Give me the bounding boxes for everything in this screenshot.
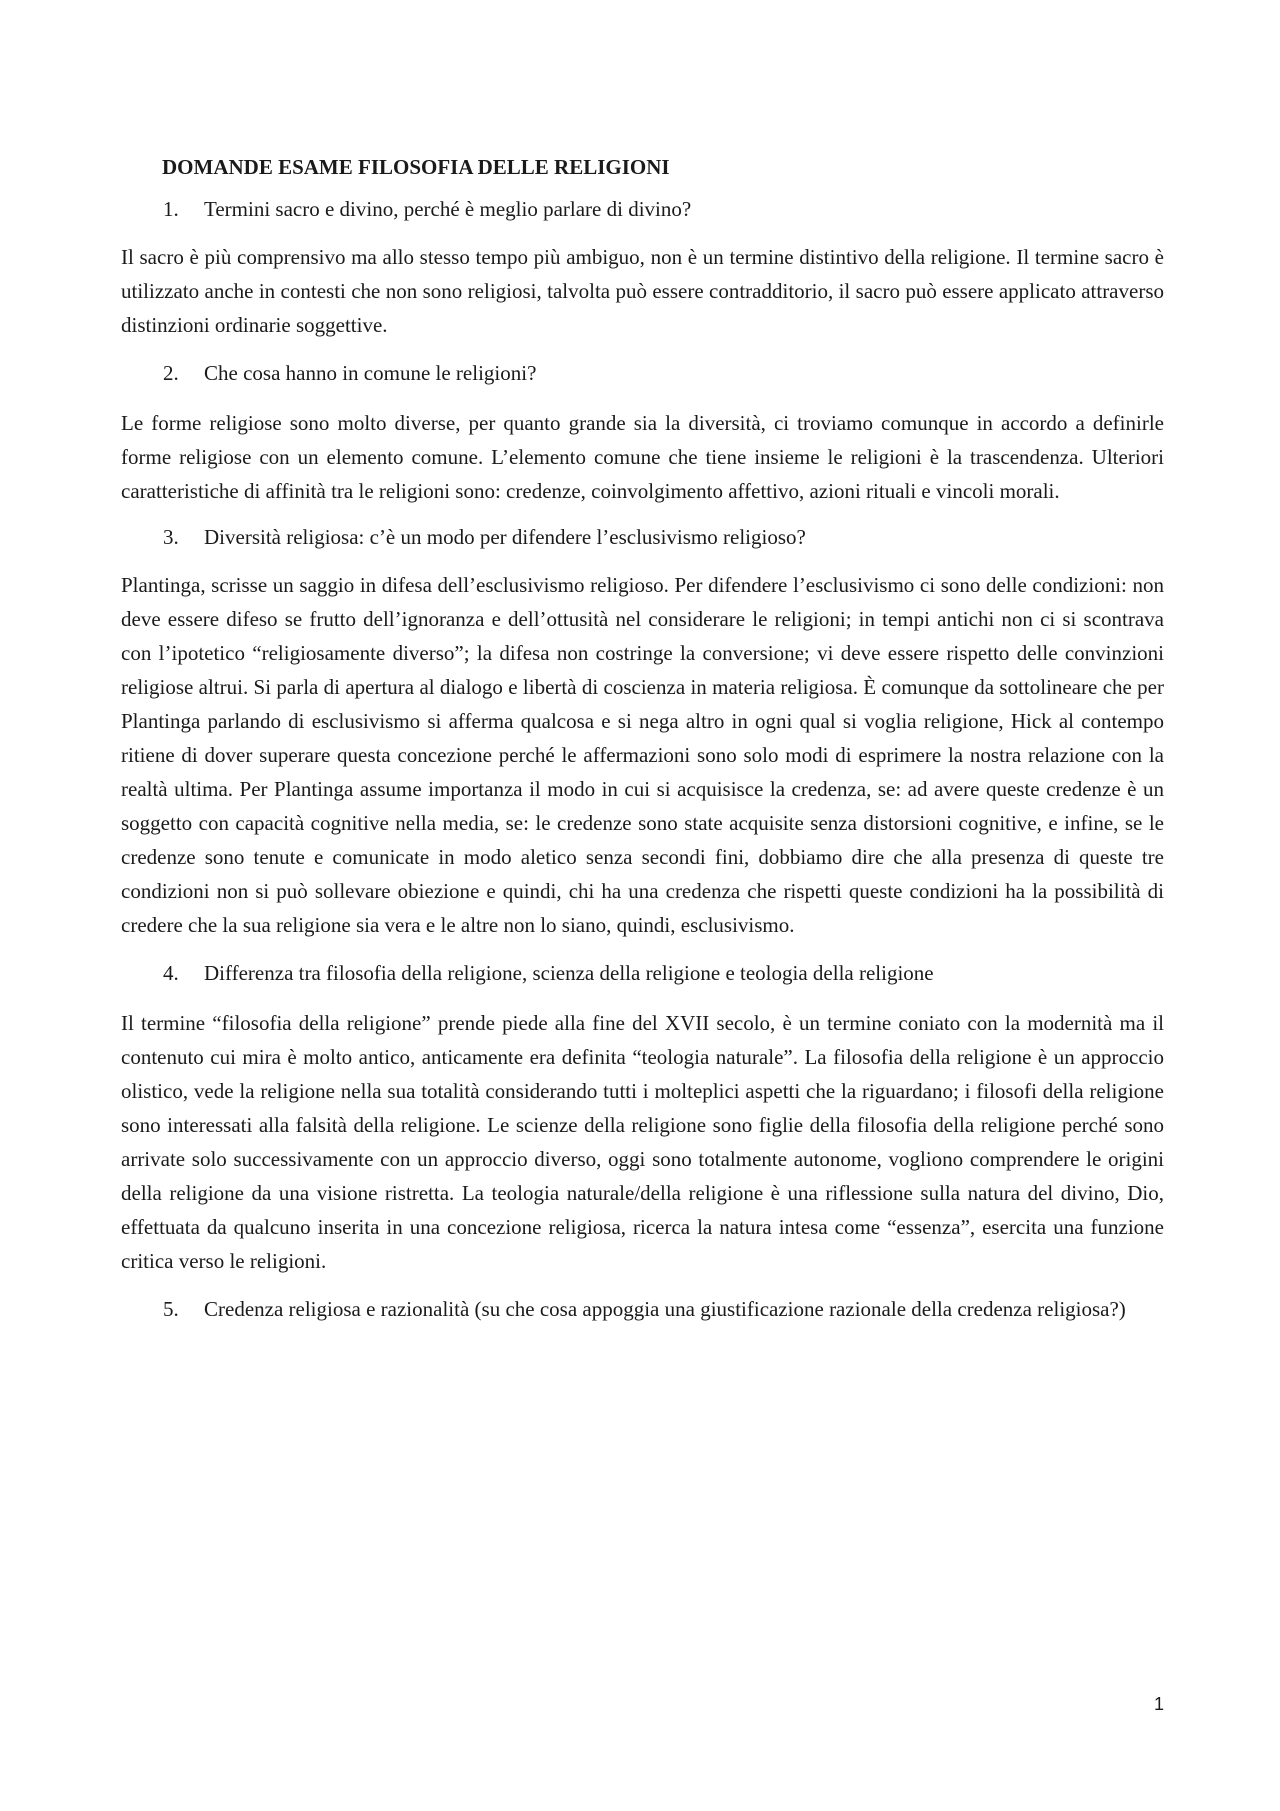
question-4	[121, 956, 1164, 990]
question-number: 3.	[163, 525, 179, 549]
question-text: Differenza tra filosofia della religione, scienza della religione e teologia della religione	[204, 961, 934, 985]
answer-2: Le forme religiose sono molto diverse, per quanto grande sia la diversità, ci troviamo comunque in accordo a definirle forme religiose con un elemento comune. L’elemento comune che tiene insieme le religioni è la trascendenza. Ulteriori caratteristiche di affinità tra le religioni sono: credenze, coinvolgimento affettivo, azioni rituali e vincoli morali.	[121, 411, 1164, 503]
question-number: 1.	[163, 197, 179, 221]
question-number: 4.	[163, 961, 179, 985]
question-text: Credenza religiosa e razionalità (su che cosa appoggia una giustificazione razionale della credenza religiosa?)	[204, 1297, 1126, 1321]
document-page	[121, 152, 1164, 1326]
document-title: DOMANDE ESAME FILOSOFIA DELLE RELIGIONI	[162, 155, 670, 179]
question-2	[121, 356, 1164, 390]
page-number: 1	[1153, 1694, 1164, 1714]
answer-3: Plantinga, scrisse un saggio in difesa dell’esclusivismo religioso. Per difendere l’esclusivismo ci sono delle condizioni: non deve essere difeso se frutto dell’ignoranza e dell’ottusità nel considerare le religioni; in tempi antichi non ci si scontrava con l’ipotetico “religiosamente diverso”; la difesa non costringe la conversione; vi deve essere rispetto delle convinzioni religiose altrui. Si parla di apertura al dialogo e libertà di coscienza in materia religiosa. È comunque da sottolineare che per Plantinga parlando di esclusivismo si afferma qualcosa e si nega altro in ogni qual si voglia religione, Hick al contempo ritiene di dover superare questa concezione perché le affermazioni sono solo modi di esprimere la nostra relazione con la realtà ultima. Per Plantinga assume importanza il modo in cui si acquisisce la credenza, se: ad avere queste credenze è un soggetto con capacità cognitive nella media, se: le credenze sono state acquisite senza distorsioni cognitive, e infine, se le credenze sono tenute e comunicate in modo aletico senza secondi fini, dobbiamo dire che alla presenza di queste tre condizioni non si può sollevare obiezione e quindi, chi ha una credenza che rispetti queste condizioni ha la possibilità di credere che la sua religione sia vera e le altre non lo siano, quindi, esclusivismo.	[121, 573, 1164, 937]
question-number: 5.	[163, 1297, 179, 1321]
question-5	[121, 1292, 1164, 1326]
question-text: Che cosa hanno in comune le religioni?	[204, 361, 537, 385]
question-1	[121, 192, 1164, 226]
question-text: Termini sacro e divino, perché è meglio parlare di divino?	[204, 197, 692, 221]
answer-4: Il termine “filosofia della religione” prende piede alla fine del XVII secolo, è un termine coniato con la modernità ma il contenuto cui mira è molto antico, anticamente era definita “teologia naturale”. La filosofia della religione è un approccio olistico, vede la religione nella sua totalità considerando tutti i molteplici aspetti che la riguardano; i filosofi della religione sono interessati alla falsità della religione. Le scienze della religione sono figlie della filosofia della religione perché sono arrivate solo successivamente con un approccio diverso, oggi sono totalmente autonome, vogliono comprendere le origini della religione da una visione ristretta. La teologia naturale/della religione è una riflessione sulla natura del divino, Dio, effettuata da qualcuno inserita in una concezione religiosa, ricerca la natura intesa come “essenza”, esercita una funzione critica verso le religioni.	[121, 1011, 1164, 1273]
answer-1: Il sacro è più comprensivo ma allo stesso tempo più ambiguo, non è un termine distintivo della religione. Il termine sacro è utilizzato anche in contesti che non sono religiosi, talvolta può essere contradditorio, il sacro può essere applicato attraverso distinzioni ordinarie soggettive.	[121, 245, 1164, 337]
question-number: 2.	[163, 361, 179, 385]
question-text: Diversità religiosa: c’è un modo per difendere l’esclusivismo religioso?	[204, 525, 806, 549]
question-3	[121, 520, 1164, 554]
